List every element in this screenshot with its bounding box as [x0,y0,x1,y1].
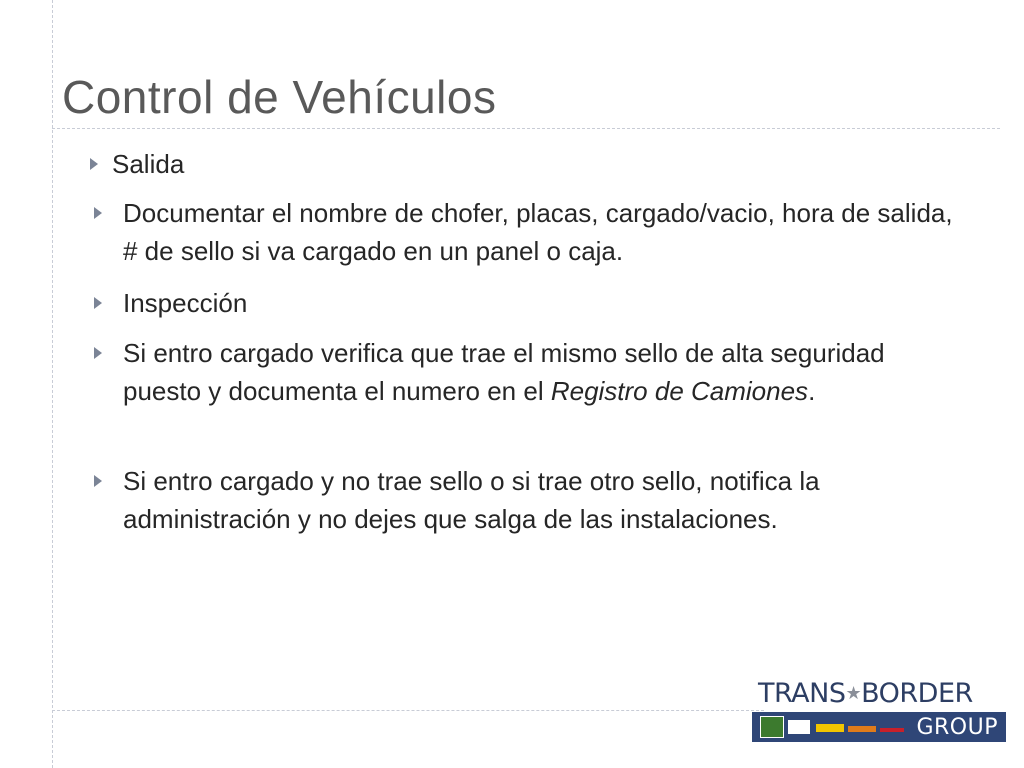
list-item-text-part: Si entro cargado verifica que trae el mismo sello de alta seguridad puesto y documenta el numero en el [123,338,885,406]
list-item-text: Documentar el nombre de chofer, placas, cargado/vacio, hora de salida, # de sello si va cargado en un panel o caja. [123,198,953,266]
logo-group-text: GROUP [916,715,998,740]
logo-text-trans: TRANS [758,678,846,709]
bullet-arrow-icon [94,297,102,309]
logo-white-square [788,720,810,734]
list-item-text: Si entro cargado y no trae sello o si trae otro sello, notifica la administración y no dejes que salga de las instalaciones. [123,466,820,534]
registro-emphasis: Registro de Camiones [550,376,809,406]
logo-yellow-bar [816,724,844,732]
logo-top-text [758,678,973,709]
footer-divider [52,710,764,711]
bullet-arrow-icon [94,475,102,487]
list-item [94,284,963,322]
list-item-text [123,334,963,410]
bullet-arrow-icon [90,158,98,170]
section-label: Salida [112,149,185,179]
list-item-text: Inspección [123,288,248,318]
company-logo [752,676,1006,744]
logo-green-square [760,716,784,738]
bullet-arrow-icon [94,347,102,359]
list-item [94,194,963,270]
title-divider [52,128,1000,129]
list-item [94,462,963,538]
vertical-guide-line [52,0,53,768]
logo-red-bar [880,728,904,732]
list-item [94,334,963,410]
logo-text-border: BORDER [861,678,973,709]
slide-title: Control de Vehículos [62,71,497,123]
star-icon: ★ [845,683,862,704]
logo-orange-bar [848,726,876,732]
bullet-arrow-icon [94,207,102,219]
section-bullet [90,148,184,180]
list-item-text-part: . [808,376,816,406]
